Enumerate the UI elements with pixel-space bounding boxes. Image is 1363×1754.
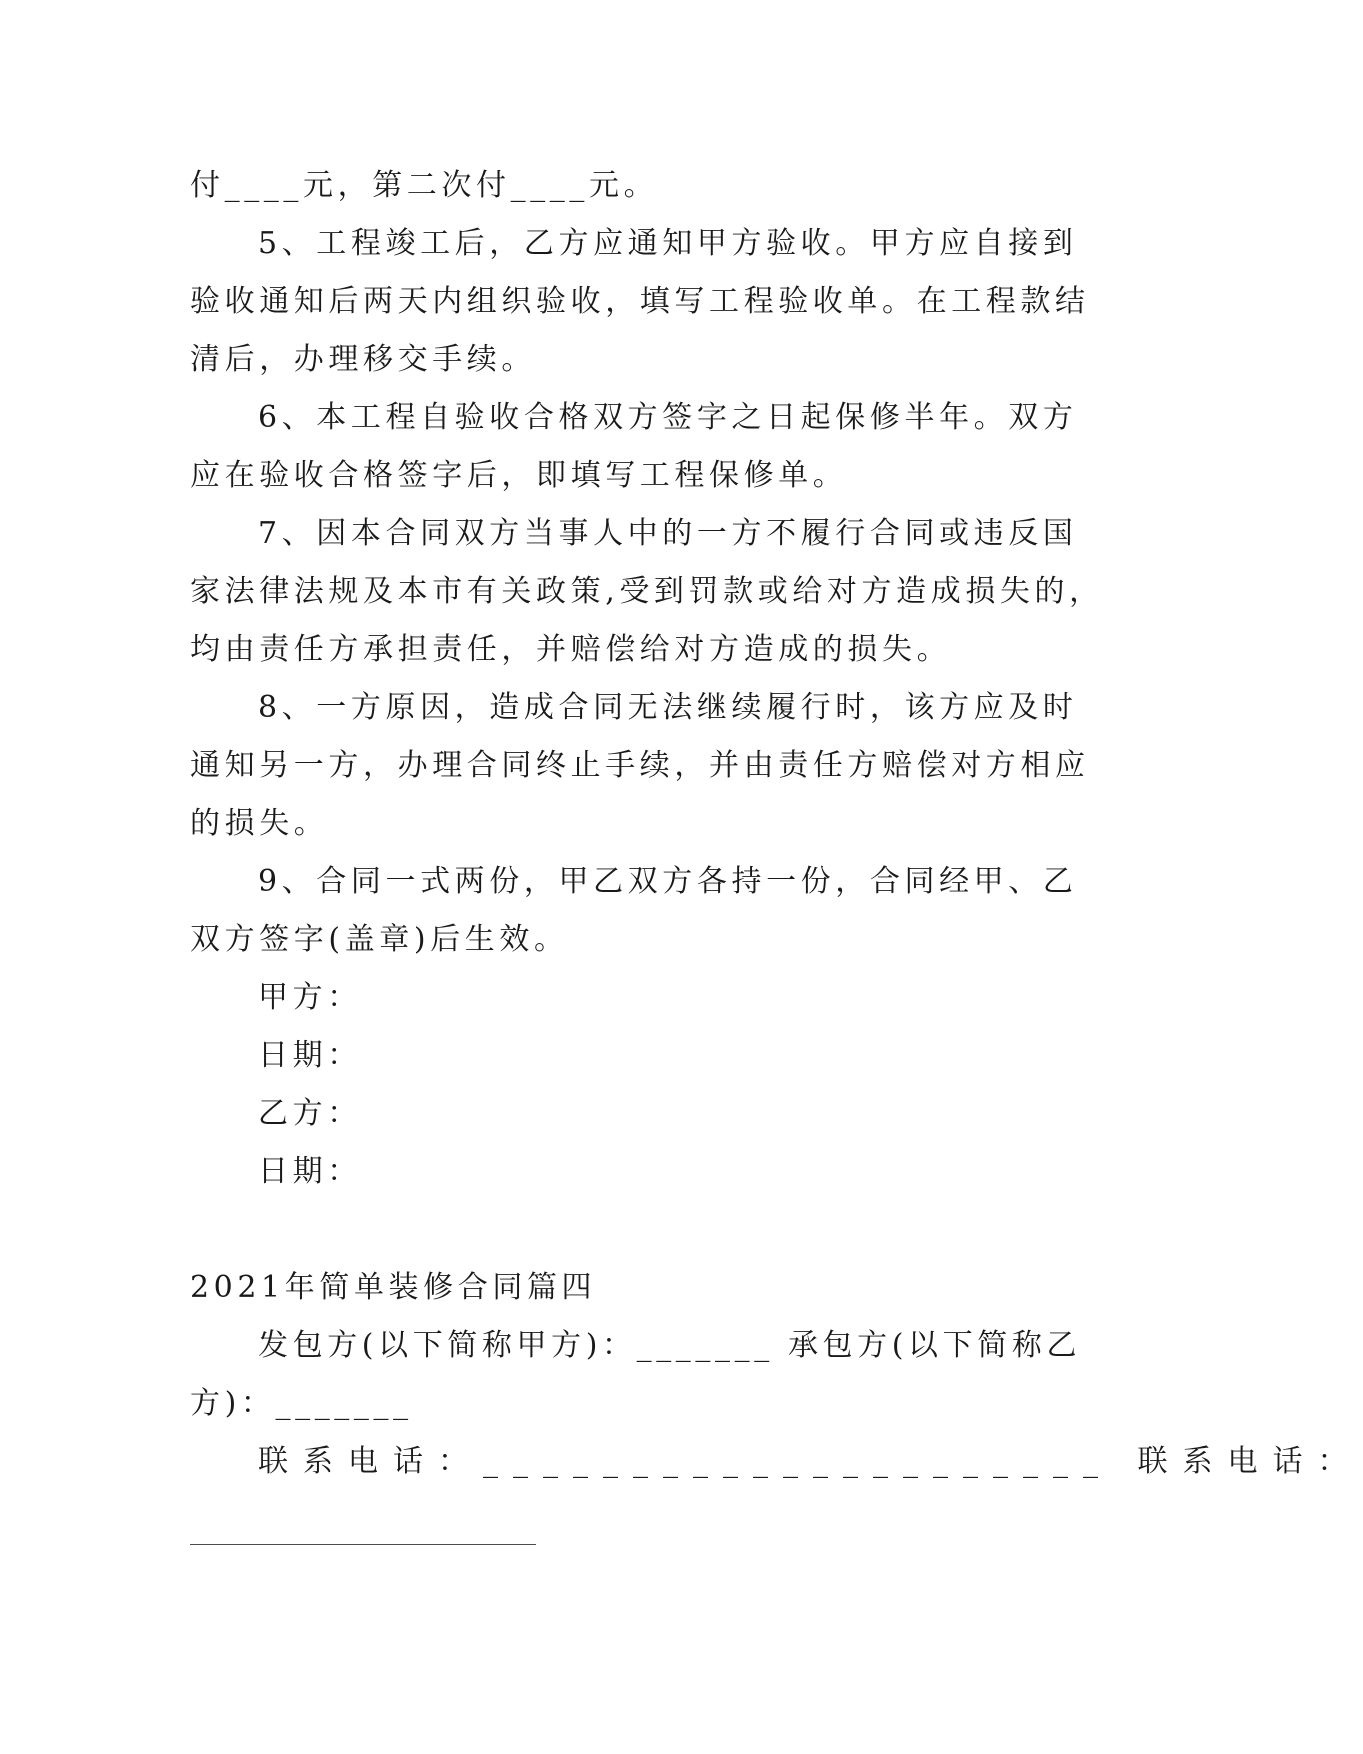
text-line: 家法律法规及本市有关政策,受到罚款或给对方造成损失的， (190, 574, 1104, 609)
parties-line: 发包方(以下简称甲方)：_______ 承包方(以下简称乙 (258, 1328, 1082, 1363)
blank-underline (190, 1544, 536, 1545)
clause-9: 9、合同一式两份，甲乙双方各持一份，合同经甲、乙 (258, 864, 1078, 899)
date-label: 日期： (258, 1154, 362, 1189)
text-line: 均由责任方承担责任，并赔偿给对方造成的损失。 (190, 632, 952, 667)
text-line: 的损失。 (190, 806, 329, 841)
section-heading: 2021年简单装修合同篇四 (190, 1270, 597, 1305)
clause-6: 6、本工程自验收合格双方签字之日起保修半年。双方 (258, 400, 1078, 435)
text-line: 双方签字(盖章)后生效。 (190, 922, 569, 957)
text-line: 通知另一方，办理合同终止手续，并由责任方赔偿对方相应 (190, 748, 1090, 783)
clause-7: 7、因本合同双方当事人中的一方不履行合同或违反国 (258, 516, 1078, 551)
text-line: 应在验收合格签字后，即填写工程保修单。 (190, 458, 848, 493)
party-a-label: 甲方： (258, 980, 362, 1015)
text-line: 清后，办理移交手续。 (190, 342, 536, 377)
clause-8: 8、一方原因，造成合同无法继续履行时，该方应及时 (258, 690, 1078, 725)
clause-5: 5、工程竣工后，乙方应通知甲方验收。甲方应自接到 (258, 226, 1078, 261)
text-line: 方)：_______ (190, 1386, 413, 1421)
party-b-label: 乙方： (258, 1096, 362, 1131)
phone-line: 联系电话：_____________________ 联系电话： (258, 1444, 1363, 1479)
date-label: 日期： (258, 1038, 362, 1073)
text-line: 验收通知后两天内组织验收，填写工程验收单。在工程款结 (190, 284, 1090, 319)
text-line: 付____元，第二次付____元。 (190, 168, 659, 203)
